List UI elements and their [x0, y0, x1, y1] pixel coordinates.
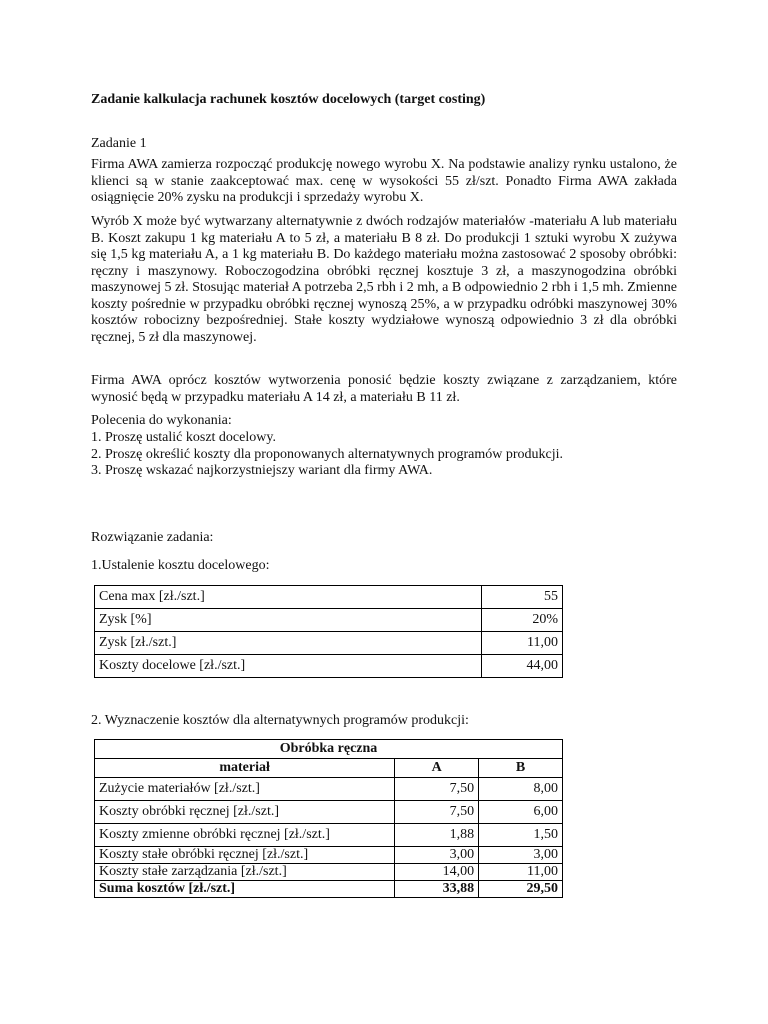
cell-b: 11,00 [479, 864, 563, 881]
target-cost-table [94, 585, 563, 678]
total-label: Suma kosztów [zł./szt.] [95, 881, 395, 898]
row-label: Koszty obróbki ręcznej [zł./szt.] [95, 801, 395, 824]
table-row [95, 824, 563, 847]
row-label: Zysk [zł./szt.] [95, 632, 482, 655]
task-label: Zadanie 1 [91, 136, 147, 151]
cell-b: 1,50 [479, 824, 563, 847]
cell-a: 3,00 [395, 847, 479, 864]
cell-b: 3,00 [479, 847, 563, 864]
document-title: Zadanie kalkulacja rachunek kosztów docelowych (target costing) [91, 92, 486, 107]
row-label: Cena max [zł./szt.] [95, 586, 482, 609]
total-row [95, 881, 563, 898]
manual-processing-table [94, 739, 563, 898]
table-row [95, 778, 563, 801]
cell-a: 7,50 [395, 801, 479, 824]
column-header-b: B [479, 759, 563, 778]
table-caption: Obróbka ręczna [95, 740, 563, 759]
commands-heading: Polecenia do wykonania: [91, 413, 232, 428]
step1-heading: 1.Ustalenie kosztu docelowego: [91, 558, 270, 573]
row-label: Koszty docelowe [zł./szt.] [95, 655, 482, 678]
row-value: 44,00 [482, 655, 563, 678]
column-header-a: A [395, 759, 479, 778]
row-value: 11,00 [482, 632, 563, 655]
solution-heading: Rozwiązanie zadania: [91, 530, 214, 545]
total-b: 29,50 [479, 881, 563, 898]
cell-b: 6,00 [479, 801, 563, 824]
column-header-material: materiał [95, 759, 395, 778]
row-label: Koszty zmienne obróbki ręcznej [zł./szt.] [95, 824, 395, 847]
paragraph-intro: Firma AWA zamierza rozpocząć produkcję nowego wyrobu X. Na podstawie analizy rynku ustalono, że klienci są w stanie zaakceptować max. cenę w wysokości 55 zł/szt. Ponadto Firma AWA zakłada osiągnięcie 20% zysku na produkcji i sprzedaży wyrobu X. [91, 157, 677, 205]
paragraph-management: Firma AWA oprócz kosztów wytworzenia ponosić będzie koszty związane z zarządzaniem, które wynosić będą w przypadku materiału A 14 zł, a materiału B 11 zł. [91, 373, 677, 405]
table-row [95, 609, 563, 632]
row-label: Koszty stałe obróbki ręcznej [zł./szt.] [95, 847, 395, 864]
command-item: 3. Proszę wskazać najkorzystniejszy wariant dla firmy AWA. [91, 463, 433, 478]
table-row [95, 632, 563, 655]
row-label: Koszty stałe zarządzania [zł./szt.] [95, 864, 395, 881]
commands-list [91, 430, 677, 480]
cell-b: 8,00 [479, 778, 563, 801]
command-item: 1. Proszę ustalić koszt docelowy. [91, 430, 276, 445]
table-caption-row [95, 740, 563, 759]
paragraph-materials: Wyrób X może być wytwarzany alternatywnie z dwóch rodzajów materiałów -materiału A lub materiału B. Koszt zakupu 1 kg materiału A to 5 zł, a materiału B 8 zł. Do produkcji 1 sztuki wyrobu X zużywa się 1,5 kg materiału A, a 1 kg materiału B. Do każdego materiału można zastosować 2 sposoby obróbki: ręczny i maszynowy. Roboczogodzina obróbki ręcznej kosztuje 3 zł, a maszynogodzina obróbki maszynowej 5 zł. Stosując materiał A potrzeba 2,5 rbh i 2 mh, a B odpowiednio 2 rbh i 1,5 mh. Zmienne koszty pośrednie w przypadku obróbki ręcznej wynoszą 25%, a w przypadku odróbki maszynowej 30% kosztów robocizny bezpośredniej. Stałe koszty wydziałowe wynoszą odpowiednio 3 zł dla obróbki ręcznej, 5 zł dla maszynowej. [91, 214, 677, 345]
table-row [95, 864, 563, 881]
cell-a: 1,88 [395, 824, 479, 847]
step2-heading: 2. Wyznaczenie kosztów dla alternatywnych programów produkcji: [91, 713, 469, 728]
row-value: 20% [482, 609, 563, 632]
total-a: 33,88 [395, 881, 479, 898]
table-row [95, 655, 563, 678]
table-row [95, 586, 563, 609]
table-row [95, 801, 563, 824]
row-label: Zużycie materiałów [zł./szt.] [95, 778, 395, 801]
command-item: 2. Proszę określić koszty dla proponowanych alternatywnych programów produkcji. [91, 446, 563, 462]
cell-a: 7,50 [395, 778, 479, 801]
row-value: 55 [482, 586, 563, 609]
row-label: Zysk [%] [95, 609, 482, 632]
table-header-row [95, 759, 563, 778]
table-row [95, 847, 563, 864]
cell-a: 14,00 [395, 864, 479, 881]
